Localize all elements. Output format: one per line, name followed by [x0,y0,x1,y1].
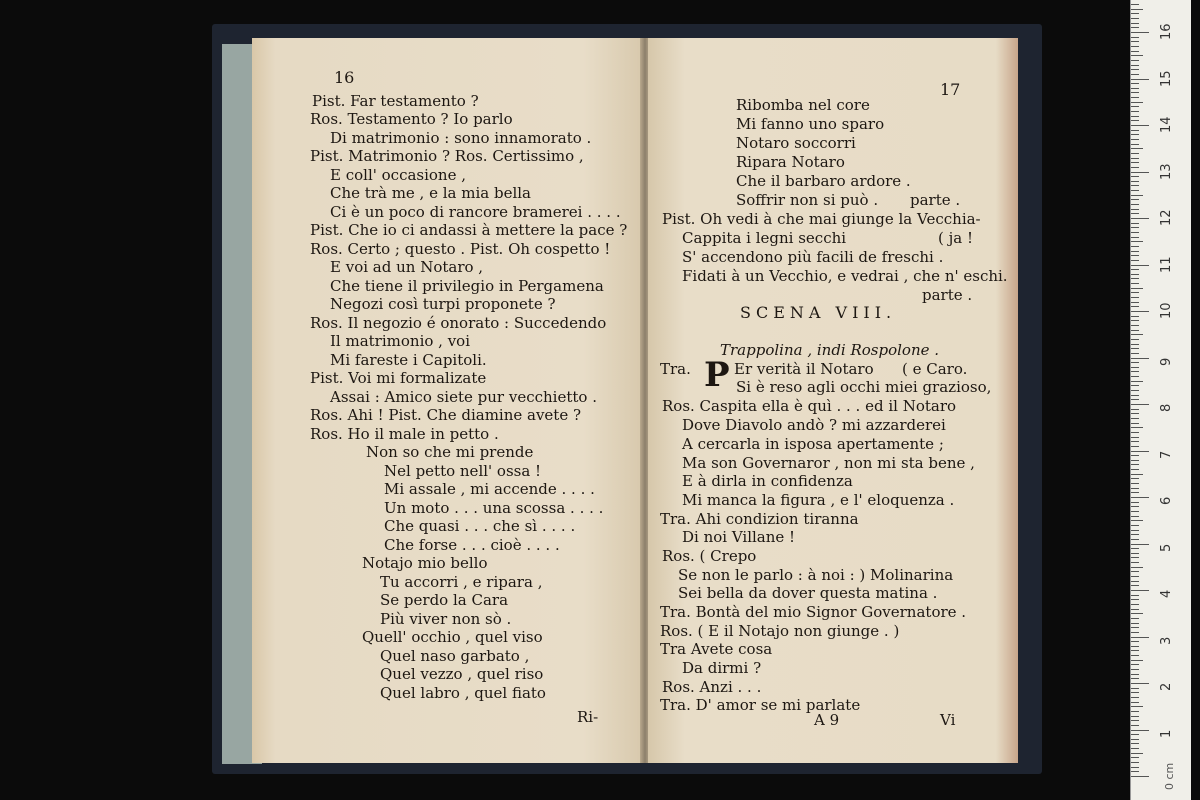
right-page [648,38,1018,763]
ruler-number: 4 [1159,589,1174,598]
text-line: Ripara Notaro [736,153,845,171]
text-line: Quell' occhio , quel viso [362,628,543,646]
text-line: Soffrir non si può . [736,191,879,209]
text-line: Ros. Caspita ella è quì . . . ed il Notaro [662,397,957,415]
ruler-tick [1131,730,1149,731]
catchword: Ri- [577,708,599,726]
ruler-tick [1131,148,1143,149]
ruler-tick [1131,65,1139,66]
text-line: Pist. Oh vedi à che mai giunge la Vecchia- [662,210,981,228]
text-line: Tra Avete cosa [660,640,773,658]
ruler-tick [1131,553,1139,554]
text-line: S' accendono più facili de freschi . [682,248,944,266]
text-line: Fidati à un Vecchio, e vedrai , che n' eschi. [682,267,1008,285]
text-line: Che forse . . . cioè . . . . [384,536,560,554]
text-line: Ros. Certo ; questo . Pist. Oh cospetto ! [310,240,611,258]
ruler-tick [1131,37,1139,38]
ruler-tick [1131,581,1139,582]
ruler-tick [1131,41,1139,42]
ruler-unit-label: 0 cm [1163,762,1176,790]
ruler-tick [1131,367,1139,368]
ruler-tick [1131,46,1139,47]
ruler-tick [1131,348,1139,349]
text-line: Negozi così turpi proponete ? [330,295,556,313]
ruler-tick [1131,139,1139,140]
text-line: Ma son Governaror , non mi sta bene , [682,454,975,472]
ruler-tick [1131,190,1139,191]
ruler-tick [1131,92,1139,93]
ruler-tick [1131,776,1149,777]
ruler-tick [1131,88,1139,89]
text-line: Mi assale , mi accende . . . . [384,480,595,498]
text-line: E voi ad un Notaro , [330,258,484,276]
ruler-tick [1131,544,1149,545]
ruler-tick [1131,320,1139,321]
text-line: Mi fanno uno sparo [736,115,885,133]
ruler-tick [1131,385,1139,386]
ruler-tick [1131,269,1139,270]
text-line: Da dirmi ? [682,659,762,677]
ruler-tick [1131,185,1139,186]
text-line: Tra. [660,360,691,378]
left-page [252,38,642,763]
text-line: Ros. Testamento ? Io parlo [310,110,513,128]
text-line: Pist. Voi mi formalizate [310,369,487,387]
ruler-tick [1131,399,1139,400]
ruler-tick [1131,297,1139,298]
text-line: E coll' occasione , [330,166,467,184]
ruler-tick [1131,176,1139,177]
ruler-tick [1131,353,1139,354]
ruler-number: 12 [1159,209,1174,226]
ruler-tick [1131,451,1149,452]
ruler-tick [1131,199,1139,200]
ruler-tick [1131,292,1139,293]
ruler-tick [1131,181,1139,182]
ruler-tick [1131,9,1143,10]
ruler-tick [1131,381,1143,382]
text-line: Di matrimonio : sono innamorato . [330,129,592,147]
ruler-number: 6 [1159,496,1174,505]
ruler-tick [1131,218,1149,219]
ruler-tick [1131,418,1139,419]
ruler-tick [1131,516,1139,517]
text-line: Tra. Ahi condizion tiranna [660,510,859,528]
ruler-tick [1131,260,1139,261]
text-line: Di noi Villane ! [682,528,796,546]
text-line: Se perdo la Cara [380,591,509,609]
ruler-tick [1131,757,1139,758]
text-line: Pist. Matrimonio ? Ros. Certissimo , [310,147,584,165]
text-line: Che quasi . . . che sì . . . . [384,517,576,535]
text-line: Notaro soccorri [736,134,856,152]
ruler-tick [1131,437,1139,438]
ruler-tick [1131,576,1139,577]
ruler-tick [1131,655,1139,656]
text-line: Ros. Ho il male in petto . [310,425,499,443]
text-line: Che il barbaro ardore . [736,172,911,190]
ruler-tick [1131,74,1139,75]
ruler-tick [1131,255,1139,256]
ruler-tick [1131,246,1139,247]
ruler-tick [1131,265,1149,266]
ruler-tick [1131,469,1139,470]
ruler-tick [1131,60,1139,61]
text-line: Assai : Amico siete pur vecchietto . [330,388,597,406]
text-line: Tra. D' amor se mi parlate [660,696,861,714]
ruler-number: 8 [1159,403,1174,412]
ruler-tick [1131,650,1139,651]
ruler-tick [1131,306,1139,307]
ruler-tick [1131,483,1139,484]
ruler-tick [1131,720,1139,721]
ruler-tick [1131,223,1139,224]
ruler-number: 9 [1159,357,1174,366]
ruler-tick [1131,83,1139,84]
ruler-tick [1131,371,1139,372]
ruler-number: 15 [1159,69,1174,87]
text-line: Ros. ( E il Notajo non giunge . ) [660,622,900,640]
ruler-tick [1131,525,1139,526]
text-line: Quel labro , quel fiato [380,684,546,702]
ruler-tick [1131,376,1139,377]
ruler-tick [1131,339,1139,340]
ruler-tick [1131,762,1139,763]
text-line: Si è reso agli occhi miei grazioso, [736,378,992,396]
ruler-tick [1131,106,1139,107]
ruler-tick [1131,674,1139,675]
ruler-tick [1131,404,1149,405]
ruler-tick [1131,702,1139,703]
ruler-tick [1131,251,1139,252]
ruler-tick [1131,739,1139,740]
text-line: Nel petto nell' ossa ! [384,462,542,480]
ruler-tick [1131,13,1139,14]
ruler-tick [1131,692,1139,693]
ruler-tick [1131,637,1149,638]
ruler-tick [1131,413,1139,414]
ruler-tick [1131,241,1143,242]
ruler-tick [1131,274,1139,275]
ruler-tick [1131,390,1139,391]
ruler-tick [1131,409,1139,410]
ruler-tick [1131,632,1139,633]
ruler-tick [1131,288,1143,289]
text-line: Mi fareste i Capitoli. [330,351,487,369]
ruler-tick [1131,706,1143,707]
ruler-tick [1131,23,1139,24]
ruler-tick [1131,590,1149,591]
ruler-tick [1131,660,1143,661]
ruler-tick [1131,134,1139,135]
ruler-tick [1131,153,1139,154]
ruler-tick [1131,311,1149,312]
ruler-tick [1131,664,1139,665]
ruler-tick [1131,506,1139,507]
ruler-tick [1131,646,1139,647]
ruler-tick [1131,446,1139,447]
text-line: parte . [922,286,973,304]
text-line: Se non le parlo : à noi : ) Molinarina [678,566,954,584]
ruler-tick [1131,213,1139,214]
text-line: Notajo mio bello [362,554,488,572]
ruler-tick [1131,427,1143,428]
text-line: Pist. Far testamento ? [312,92,479,110]
scene-title: SCENA VIII. [740,303,897,322]
ruler-number: 2 [1159,682,1174,691]
ruler-tick [1131,97,1139,98]
ruler-tick [1131,688,1139,689]
text-line: Ros. Anzi . . . [662,678,762,696]
ruler-tick [1131,534,1139,535]
ruler-tick [1131,571,1139,572]
text-line: Ros. Il negozio é onorato : Succedendo [310,314,607,332]
ruler-tick [1131,334,1143,335]
ruler-tick [1131,423,1139,424]
ruler-tick [1131,627,1139,628]
text-line: ( e Caro. [902,360,968,378]
ruler-tick [1131,283,1139,284]
ruler-tick [1131,32,1149,33]
catchword: Vi [940,711,956,729]
text-line: Un moto . . . una scossa . . . . [384,499,604,517]
text-line: Che trà me , e la mia bella [330,184,531,202]
ruler-tick [1131,734,1139,735]
ruler-tick [1131,604,1139,605]
text-line: Mi manca la figura , e l' eloquenza . [682,491,955,509]
ruler-tick [1131,102,1143,103]
ruler-tick [1131,557,1139,558]
ruler-tick [1131,144,1139,145]
ruler-tick [1131,362,1139,363]
ruler-tick [1131,539,1139,540]
ruler-tick [1131,599,1139,600]
ruler-tick [1131,567,1143,568]
ruler-number: 7 [1159,450,1174,459]
ruler-number: 10 [1159,302,1174,319]
text-line: Tra. Bontà del mio Signor Governatore . [660,603,967,621]
ruler-tick [1131,395,1139,396]
ruler-tick [1131,55,1143,56]
ruler-tick [1131,358,1149,359]
ruler-tick [1131,432,1139,433]
ruler-number: 16 [1159,23,1174,40]
ruler-tick [1131,204,1139,205]
ruler-tick [1131,511,1139,512]
text-line: parte . [910,191,961,209]
ruler-tick [1131,227,1139,228]
ruler-tick [1131,162,1139,163]
ruler-tick [1131,116,1139,117]
text-line: Cappita i legni secchi [682,229,847,247]
ruler-tick [1131,530,1139,531]
scene-characters: Trappolina , indi Rospolone . [720,341,940,359]
ruler-tick [1131,683,1149,684]
ruler-tick [1131,325,1139,326]
ruler-number: 11 [1159,255,1174,273]
ruler-tick [1131,111,1139,112]
ruler-tick [1131,18,1139,19]
ruler-tick [1131,330,1139,331]
text-line: Ci è un poco di rancore bramerei . . . . [330,203,621,221]
text-line: Ros. ( Crepo [662,547,757,565]
ruler-number: 14 [1159,116,1174,133]
ruler-tick [1131,502,1139,503]
ruler-tick [1131,595,1139,596]
text-line: ( ja ! [938,229,974,247]
ruler-tick [1131,69,1139,70]
ruler-tick [1131,79,1149,80]
ruler-tick [1131,167,1139,168]
ruler-tick [1131,711,1139,712]
ruler-tick [1131,27,1139,28]
ruler-tick [1131,753,1143,754]
ruler-tick [1131,697,1139,698]
ruler-tick [1131,748,1139,749]
ruler-tick [1131,120,1139,121]
ruler-tick [1131,725,1139,726]
ruler-tick [1131,548,1139,549]
ruler-tick [1131,716,1139,717]
ruler-tick [1131,678,1139,679]
drop-cap: P [704,355,730,395]
text-line: Quel vezzo , quel riso [380,665,544,683]
ruler-tick [1131,460,1139,461]
ruler-tick [1131,618,1139,619]
ruler-tick [1131,609,1139,610]
ruler-tick [1131,130,1139,131]
text-line: Tu accorri , e ripara , [380,573,543,591]
ruler-tick [1131,232,1139,233]
ruler-tick [1131,125,1149,126]
ruler-tick [1131,237,1139,238]
page-number: 16 [334,68,355,87]
ruler-tick [1131,585,1139,586]
ruler-tick [1131,195,1143,196]
ruler-tick [1131,488,1139,489]
ruler-tick [1131,520,1143,521]
ruler-number: 5 [1159,543,1174,552]
ruler-tick [1131,474,1143,475]
ruler-tick [1131,316,1139,317]
text-line: Che tiene il privilegio in Pergamena [330,277,604,295]
ruler-tick [1131,623,1139,624]
ruler-tick [1131,209,1139,210]
text-line: Quel naso garbato , [380,647,530,665]
ruler-tick [1131,441,1139,442]
text-line: Dove Diavolo andò ? mi azzarderei [682,416,946,434]
ruler-number: 13 [1159,162,1174,180]
ruler-tick [1131,172,1149,173]
ruler-tick [1131,613,1143,614]
text-line: Ribomba nel core [736,96,870,114]
page-number: 17 [940,80,961,99]
ruler-tick [1131,743,1139,744]
signature-mark: A 9 [814,711,840,729]
ruler-tick [1131,492,1139,493]
ruler-number: 3 [1159,636,1174,645]
text-line: E à dirla in confidenza [682,472,853,490]
ruler-tick [1131,344,1139,345]
measuring-ruler [1130,0,1191,800]
text-line: A cercarla in isposa apertamente ; [682,435,944,453]
ruler-tick [1131,767,1139,768]
ruler-tick [1131,669,1139,670]
ruler-tick [1131,455,1139,456]
ruler-tick [1131,478,1139,479]
ruler-tick [1131,771,1139,772]
ruler-tick [1131,158,1139,159]
text-line: Non so che mi prende [366,443,534,461]
text-line: Più viver non sò . [380,610,512,628]
text-line: Er verità il Notaro [734,360,874,378]
ruler-tick [1131,641,1139,642]
ruler-tick [1131,464,1139,465]
text-line: Sei bella da dover questa matina . [678,584,938,602]
ruler-tick [1131,497,1149,498]
ruler-tick [1131,278,1139,279]
ruler-tick [1131,302,1139,303]
ruler-number: 1 [1159,729,1174,738]
ruler-tick [1131,4,1139,5]
ruler-tick [1131,51,1139,52]
text-line: Ros. Ahi ! Pist. Che diamine avete ? [310,406,582,424]
text-line: Pist. Che io ci andassi à mettere la pace ? [310,221,628,239]
ruler-tick [1131,562,1139,563]
text-line: Il matrimonio , voi [330,332,471,350]
